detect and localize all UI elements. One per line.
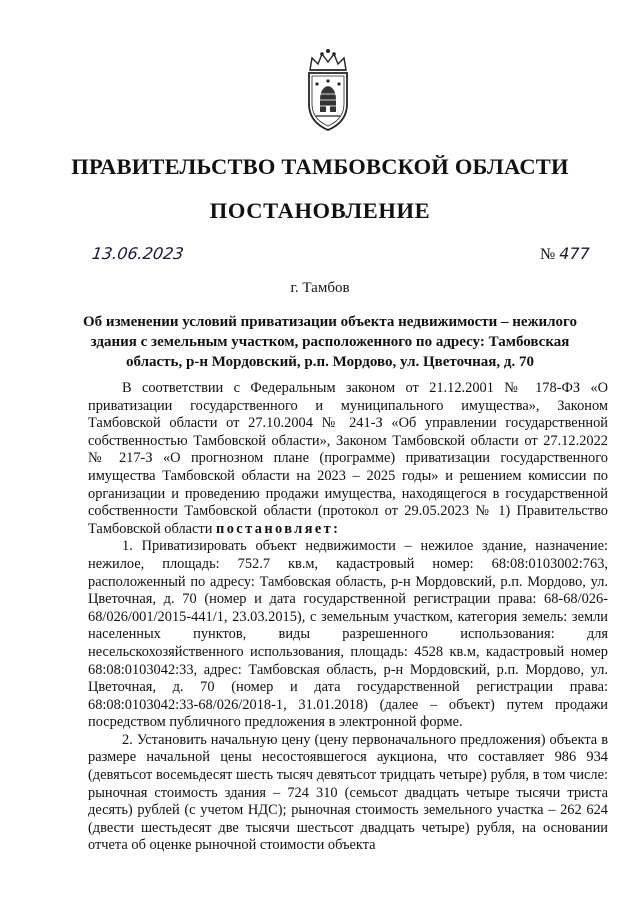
document-date: 13.06.2023 [90,244,185,263]
decree-word: постановляет: [216,520,341,537]
document-number [540,244,590,264]
item-1-paragraph: 1. Приватизировать объект недвижимости – нежилое здание, назначение: нежилое, площадь: 752.7 кв.м, кадастровый номер: 68:08:0103002:763, расположенный по адресу: Тамбовская область, р-н Мордовский, р.п. Мордово, ул. Цветочная, д. 70 (номер и дата государственной регистрации права: 68-68/026-68/026/001/2015-441/1, 23.03.2015), с земельным участком, категория земель: земли населенных пунктов, виды разрешенного использования: для несельскохозяйственного использования, площадь: 4528 кв.м, кадастровый номер 68:08:0103042:33, адрес: Тамбовская область, р-н Мордовский, р.п. Мордово, ул. Цветочная, д. 70 (номер и дата государственной регистрации права: 68:08:0103042:33-68/026/2018-1, 31.01.2018) (далее – объект) путем продажи посредством публичного предложения в электронной форме. [88,538,608,731]
number-value: 477 [559,244,590,263]
item-2-paragraph: 2. Установить начальную цену (цену первоначального предложения) объекта в размере начальной цены несостоявшегося аукциона, что составляет 986 934 (девятьсот восемьдесят шесть тысяч девятьсот тридцать четыре) рубля, в том числе: рыночная стоимость здания – 724 310 (семьсот двадцать четыре тысячи триста десять) рублей (с учетом НДС); рыночная стоимость земельного участка – 262 624 (двести шестьдесят две тысячи шестьсот двадцать четыре) рубля, на основании отчета об оценке рыночной стоимости объекта [88,731,608,854]
authority-title: ПРАВИТЕЛЬСТВО ТАМБОВСКОЙ ОБЛАСТИ [71,154,569,179]
number-prefix: № [540,246,556,263]
document-heading: Об изменении условий приватизации объекта недвижимости – нежилого здания с земельным участком, расположенного по адресу: Тамбовская область, р-н Мордовский, р.п. Мордово, ул. Цветочная, д. 70 [83,314,577,370]
preamble-paragraph [88,380,608,538]
city-name: г. Тамбов [290,280,350,296]
document-body [88,380,608,855]
coat-of-arms-emblem [300,48,356,134]
document-type: ПОСТАНОВЛЕНИЕ [209,198,431,223]
preamble-text: В соответствии с Федеральным законом от 21.12.2001 № 178-ФЗ «О приватизации государственного и муниципального имущества», Законом Тамбовской области от 27.10.2004 № 241-З «Об управлении государственной собственностью Тамбовской области», Законом Тамбовской области от 27.12.2022 № 217-З «О прогнозном плане (программе) приватизации государственного имущества Тамбовской области на 2023 – 2025 годы» и решением комиссии по организации и проведению продажи имущества, находящегося в государственной собственности Тамбовской области (протокол от 29.05.2023 № 1) Правительство Тамбовской области [88,380,608,537]
